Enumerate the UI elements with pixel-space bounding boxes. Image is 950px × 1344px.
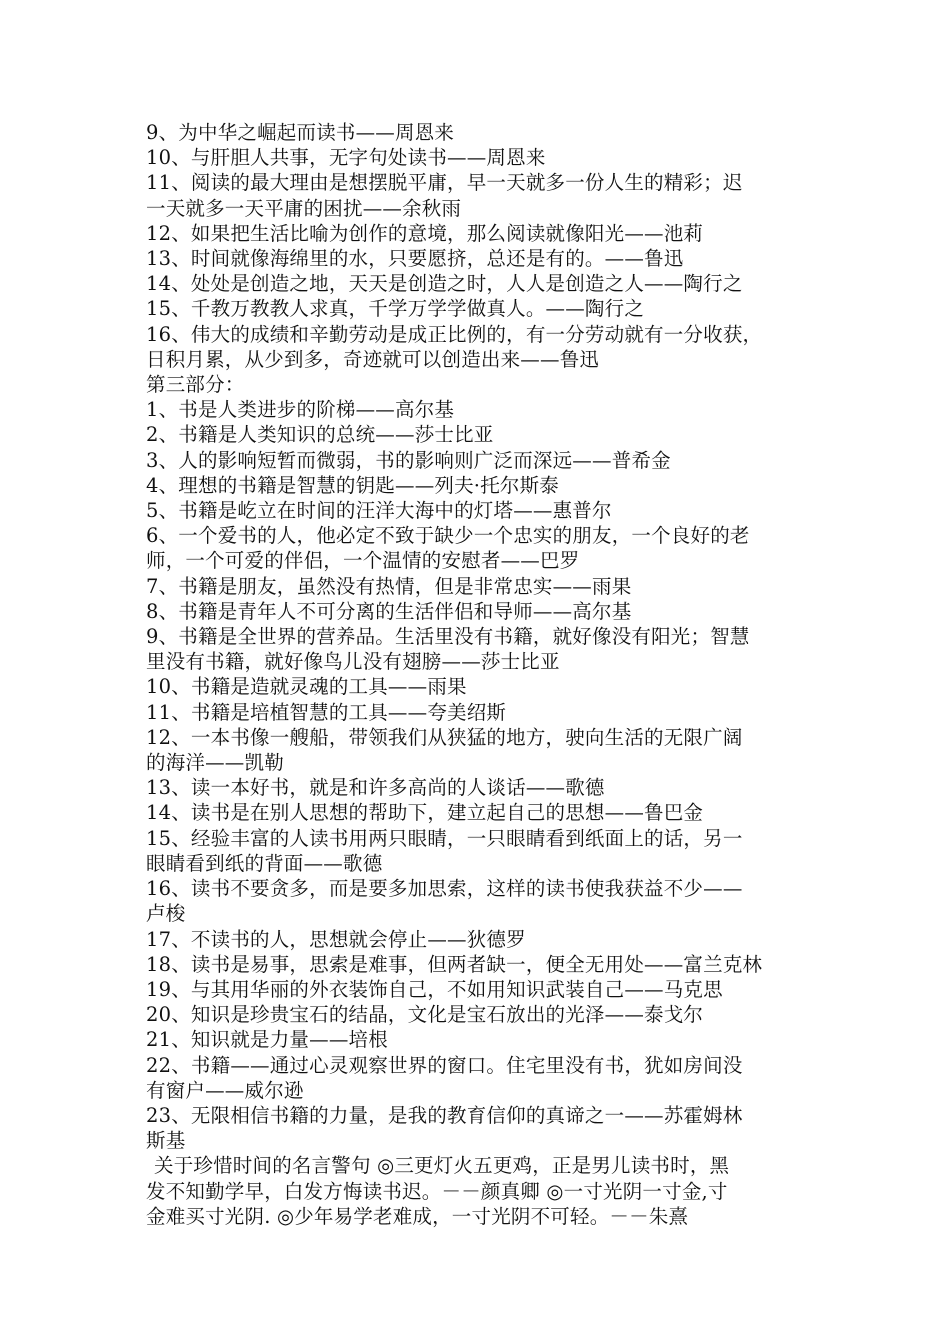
text-line: 斯基 xyxy=(146,1129,186,1153)
text-line: 日积月累，从少到多，奇迹就可以创造出来——鲁迅 xyxy=(146,347,600,371)
document-body xyxy=(146,120,826,1229)
text-line: 发不知勤学早，白发方悔读书迟。－－颜真卿 ◎一寸光阴一寸金,寸 xyxy=(146,1179,728,1203)
text-line: 里没有书籍，就好像鸟儿没有翅膀——莎士比亚 xyxy=(146,650,560,674)
text-line: 金难买寸光阴. ◎少年易学老难成，一寸光阴不可轻。－－朱熹 xyxy=(146,1204,689,1228)
text-line: 的海洋——凯勒 xyxy=(146,751,284,775)
text-line: 13、时间就像海绵里的水，只要愿挤，总还是有的。——鲁迅 xyxy=(146,247,684,271)
text-line: 23、无限相信书籍的力量，是我的教育信仰的真谛之一——苏霍姆林 xyxy=(146,1103,743,1127)
text-line: 12、一本书像一艘船，带领我们从狭猛的地方，驶向生活的无限广阔 xyxy=(146,725,743,749)
text-line: 有窗户——威尔逊 xyxy=(146,1078,304,1102)
text-line: 14、读书是在别人思想的帮助下，建立起自己的思想——鲁巴金 xyxy=(146,801,704,825)
text-line: 卢梭 xyxy=(146,902,186,926)
text-line: 8、书籍是青年人不可分离的生活伴侣和导师——高尔基 xyxy=(146,599,632,623)
text-line: 16、伟大的成绩和辛勤劳动是成正比例的，有一分劳动就有一分收获， xyxy=(146,322,763,346)
text-line: 11、阅读的最大理由是想摆脱平庸，早一天就多一份人生的精彩；迟 xyxy=(146,171,743,195)
text-line: 12、如果把生活比喻为创作的意境，那么阅读就像阳光——池莉 xyxy=(146,221,704,245)
text-line: 17、不读书的人，思想就会停止——狄德罗 xyxy=(146,927,526,951)
text-line: 20、知识是珍贵宝石的结晶，文化是宝石放出的光泽——泰戈尔 xyxy=(146,1003,704,1027)
text-line: 19、与其用华丽的外衣装饰自己，不如用知识武装自己——马克思 xyxy=(146,977,723,1001)
text-line: 1、书是人类进步的阶梯——高尔基 xyxy=(146,398,455,422)
text-line: 13、读一本好书，就是和许多高尚的人谈话——歌德 xyxy=(146,776,605,800)
text-line: 9、为中华之崛起而读书——周恩来 xyxy=(146,121,455,144)
text-line: 15、千教万教教人求真，千学万学学做真人。——陶行之 xyxy=(146,297,645,321)
text-line: 14、处处是创造之地，天天是创造之时，人人是创造之人——陶行之 xyxy=(146,272,743,296)
text-line: 7、书籍是朋友，虽然没有热情，但是非常忠实——雨果 xyxy=(146,574,632,598)
text-line: 眼睛看到纸的背面——歌德 xyxy=(146,851,383,875)
text-line: 10、与肝胆人共事，无字句处读书——周恩来 xyxy=(146,146,546,170)
text-line: 5、书籍是屹立在时间的汪洋大海中的灯塔——惠普尔 xyxy=(146,499,612,523)
section-heading: 第三部分： xyxy=(146,373,245,397)
text-line: 11、书籍是培植智慧的工具——夸美绍斯 xyxy=(146,700,507,724)
text-line: 10、书籍是造就灵魂的工具——雨果 xyxy=(146,675,467,699)
text-line: 4、理想的书籍是智慧的钥匙——列夫·托尔斯泰 xyxy=(146,473,560,497)
text-line: 3、人的影响短暂而微弱，书的影响则广泛而深远——普希金 xyxy=(146,448,671,472)
text-line: 2、书籍是人类知识的总统——莎士比亚 xyxy=(146,423,494,447)
text-line: 18、读书是易事，思索是难事，但两者缺一，便全无用处——富兰克林 xyxy=(146,952,763,976)
text-line: 21、知识就是力量——培根 xyxy=(146,1028,388,1052)
text-line: 9、书籍是全世界的营养品。生活里没有书籍，就好像没有阳光；智慧 xyxy=(146,625,750,649)
text-line: 22、书籍——通过心灵观察世界的窗口。住宅里没有书，犹如房间没 xyxy=(146,1053,743,1077)
text-line: 6、一个爱书的人，他必定不致于缺少一个忠实的朋友，一个良好的老 xyxy=(146,524,750,548)
text-line: 16、读书不要贪多，而是要多加思索，这样的读书使我获益不少—— xyxy=(146,877,743,901)
text-line: 关于珍惜时间的名言警句 ◎三更灯火五更鸡，正是男儿读书时，黑 xyxy=(154,1154,730,1178)
text-line: 一天就多一天平庸的困扰——余秋雨 xyxy=(146,196,462,220)
text-line: 师，一个可爱的伴侣，一个温情的安慰者——巴罗 xyxy=(146,549,580,573)
text-line: 15、经验丰富的人读书用两只眼睛，一只眼睛看到纸面上的话，另一 xyxy=(146,826,743,850)
